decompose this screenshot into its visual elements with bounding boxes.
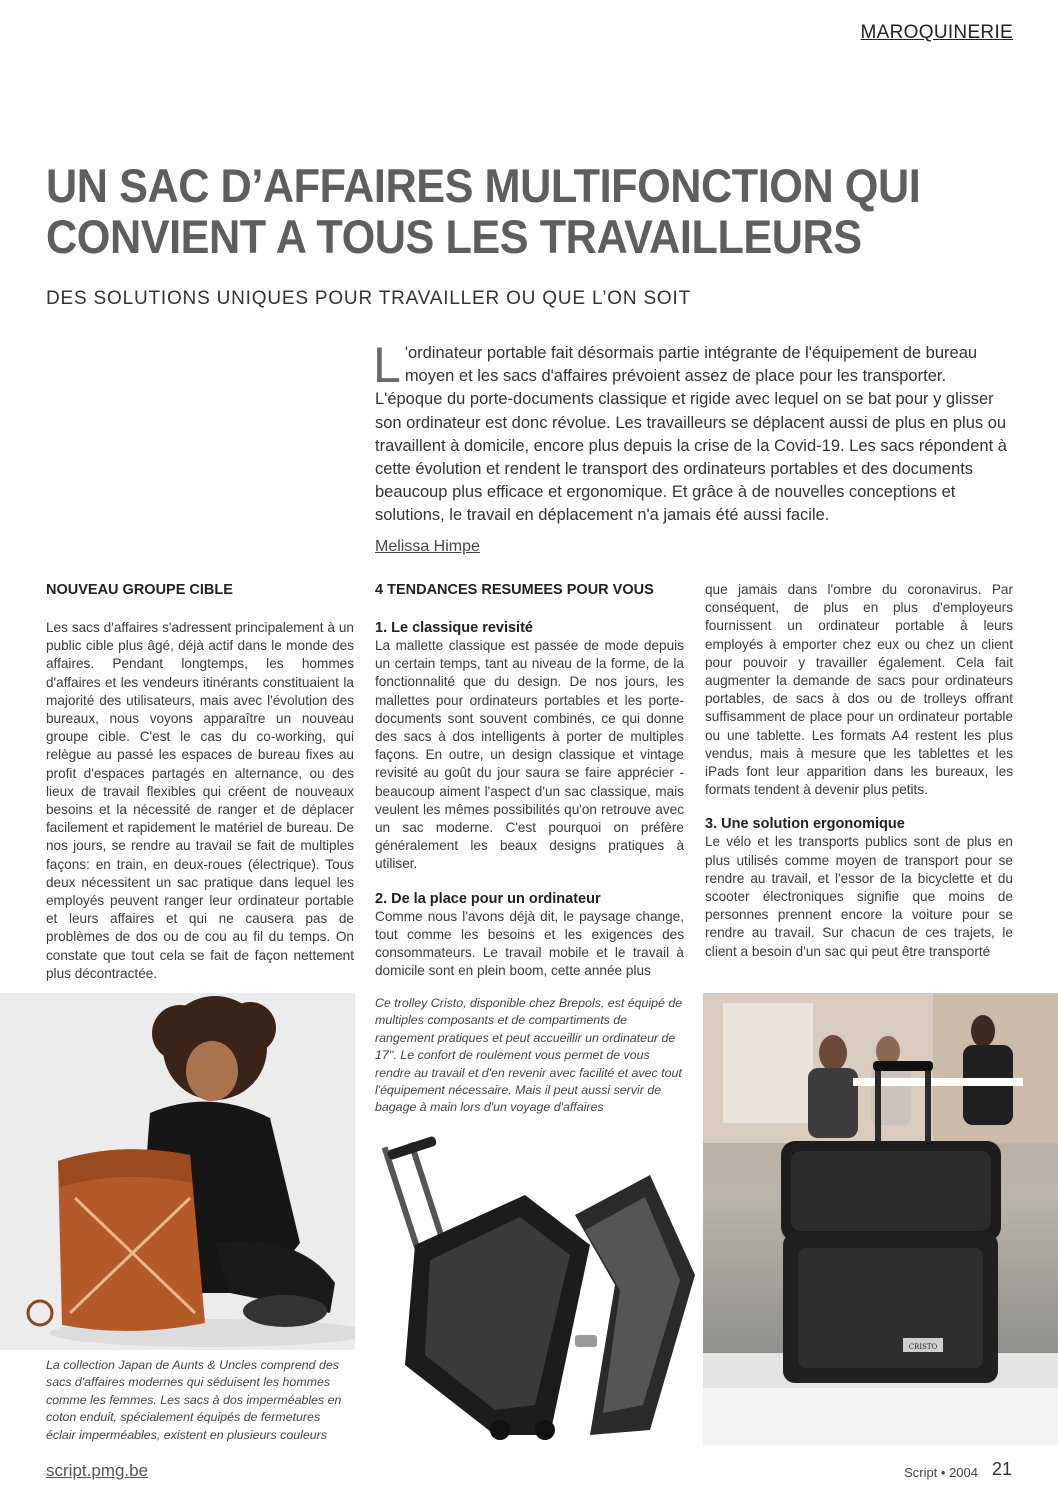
paragraph: La mallette classique est passée de mode depuis un certain temps, tant au niveau de la forme, de la fonctionnalité que du design. De nos jours, les mallettes pour ordinateurs portables et les porte-documents sont souvent combinés, ce qui donne des sacs à dos intelligents à porter de multiples façons. En outre, un design classique et vintage revisité au goût du jour saura se faire apprécier - beaucoup aiment l'aspect d'un sac classique, mais veulent les mêmes possibilités qu'on retrouve avec un sac moderne. C'est pourquoi on préfère généralement les beaux designs pratiques à utiliser. — [375, 638, 684, 872]
caption-trolley: Ce trolley Cristo, disponible chez Brepols, est équipé de multiples composants et de compartiments de rangement pratiques et peut accueillir un ordinateur de 17''. Le confort de roulement vous permet de vous rendre au travail et d'en revenir avec facilité et avec tout l'équipement nécessaire. Mais il peut aussi servir de bagage à main lors d'un voyage d'affaires — [375, 996, 683, 1115]
photo-cristo-trolley — [375, 1135, 705, 1445]
footer-url[interactable]: script.pmg.be — [46, 1461, 149, 1480]
subsection-heading: 2. De la place pour un ordinateur — [375, 890, 601, 907]
page-number: 21 — [991, 1459, 1012, 1479]
column-2 — [375, 581, 684, 996]
section-tag: MAROQUINERIE — [860, 22, 1013, 43]
subsection-heading: 3. Une solution ergonomique — [705, 816, 905, 833]
drop-cap: L — [373, 337, 401, 393]
photo-office-trolley — [703, 993, 1058, 1445]
brand-tag: CRISTO — [908, 1343, 938, 1351]
subsection-heading: 1. Le classique revisité — [375, 620, 533, 636]
author-byline: Melissa Himpe — [375, 538, 480, 555]
article-intro — [373, 337, 1015, 528]
paragraph: Le vélo et les transports publics sont de plus en plus utilisés comme moyen de transport pour se rendre au travail, et l'essor de la bicyclette et du scooter électroniques signifie que moins de personnes prennent encore la voiture pour se rendre au travail. Sur chacun de ces trajets, le client a besoin d'un sac qui peut être transporté — [705, 834, 1013, 959]
caption-japan: La collection Japan de Aunts & Uncles comprend des sacs d'affaires modernes qui séduisent les hommes comme les femmes. Les sacs à dos imperméables en coton enduit, spécialement équipés de fermetures éclair imperméables, existent en plusieurs couleurs — [46, 1358, 342, 1442]
photo-japan-backpack — [0, 993, 355, 1350]
column-1 — [46, 581, 354, 999]
column-heading: 4 TENDANCES RESUMEES POUR VOUS — [375, 582, 654, 598]
column-heading: NOUVEAU GROUPE CIBLE — [46, 582, 233, 598]
column-3 — [705, 581, 1013, 977]
article-subtitle: DES SOLUTIONS UNIQUES POUR TRAVAILLER OU QUE L’ON SOIT — [46, 288, 691, 309]
footer-issue: Script • 2004 — [904, 1465, 978, 1480]
paragraph: Les sacs d'affaires s'adressent principalement à un public cible plus âgé, déjà actif dans le monde des affaires. Pendant longtemps, les hommes d'affaires et les vendeurs itinérants constituaient la majorité des utilisateurs, mais avec l'évolution des bureaux, nous voyons apparaître un nouveau groupe cible. C'est le cas du co-working, qui relègue au passé les espaces de bureau fixes au profit d'espaces partagés en alternance, ou des lieux de travail flexibles qui créent de nouveaux besoins et la nécessité de ranger et de déplacer facilement et rapidement le matériel de bureau. De nos jours, se rendre au travail se fait de multiples façons: en train, en deux-roues (électrique). Tous deux nécessitent un sac pratique dans lequel les employés peuvent ranger leur ordinateur portable et leurs affaires et qui ne causera pas de problèmes de dos ou de cou au fil du temps. On constate que tout cela se fait de façon nettement plus décontractée. — [46, 620, 354, 981]
intro-text: 'ordinateur portable fait désormais partie intégrante de l'équipement de bureau moyen et les sacs d'affaires prévoient assez de place pour les transporter. L'époque du porte-documents classique et rigide avec lequel on se bat pour y glisser son ordinateur est donc révolue. Les travailleurs se déplacent aussi de plus en plus ou travaillent à domicile, encore plus depuis la crise de la Covid-19. Les sacs répondent à cette évolution et rendent le transport des ordinateurs portables et des documents beaucoup plus efficace et ergonomique. Et grâce à de nouvelles conceptions et solutions, le travail en déplacement n'a jamais été aussi facile. — [375, 344, 1007, 525]
paragraph: que jamais dans l'ombre du coronavirus. Par conséquent, de plus en plus d'employeurs fournissent un ordinateur portable à leurs employés à emporter chez eux ou chez un client pour pouvoir y travailler également. Cela fait augmenter la demande de sacs pour ordinateurs portables, de sacs à dos ou de trolleys offrant suffisamment de place pour un ordinateur portable ou une tablette. Les formats A4 restent les plus vendus, mais à mesure que les tablettes et les iPads font leur apparition dans les bureaux, les formats tendent à devenir plus petits. — [705, 582, 1013, 798]
article-title: UN SAC D’AFFAIRES MULTIFONCTION QUI CONVIENT A TOUS LES TRAVAILLEURS — [46, 159, 921, 263]
paragraph: Comme nous l'avons déjà dit, le paysage change, tout comme les besoins et les exigences des consommateurs. Le travail mobile et le travail à domicile sont en plein boom, cette année plus — [375, 908, 684, 979]
